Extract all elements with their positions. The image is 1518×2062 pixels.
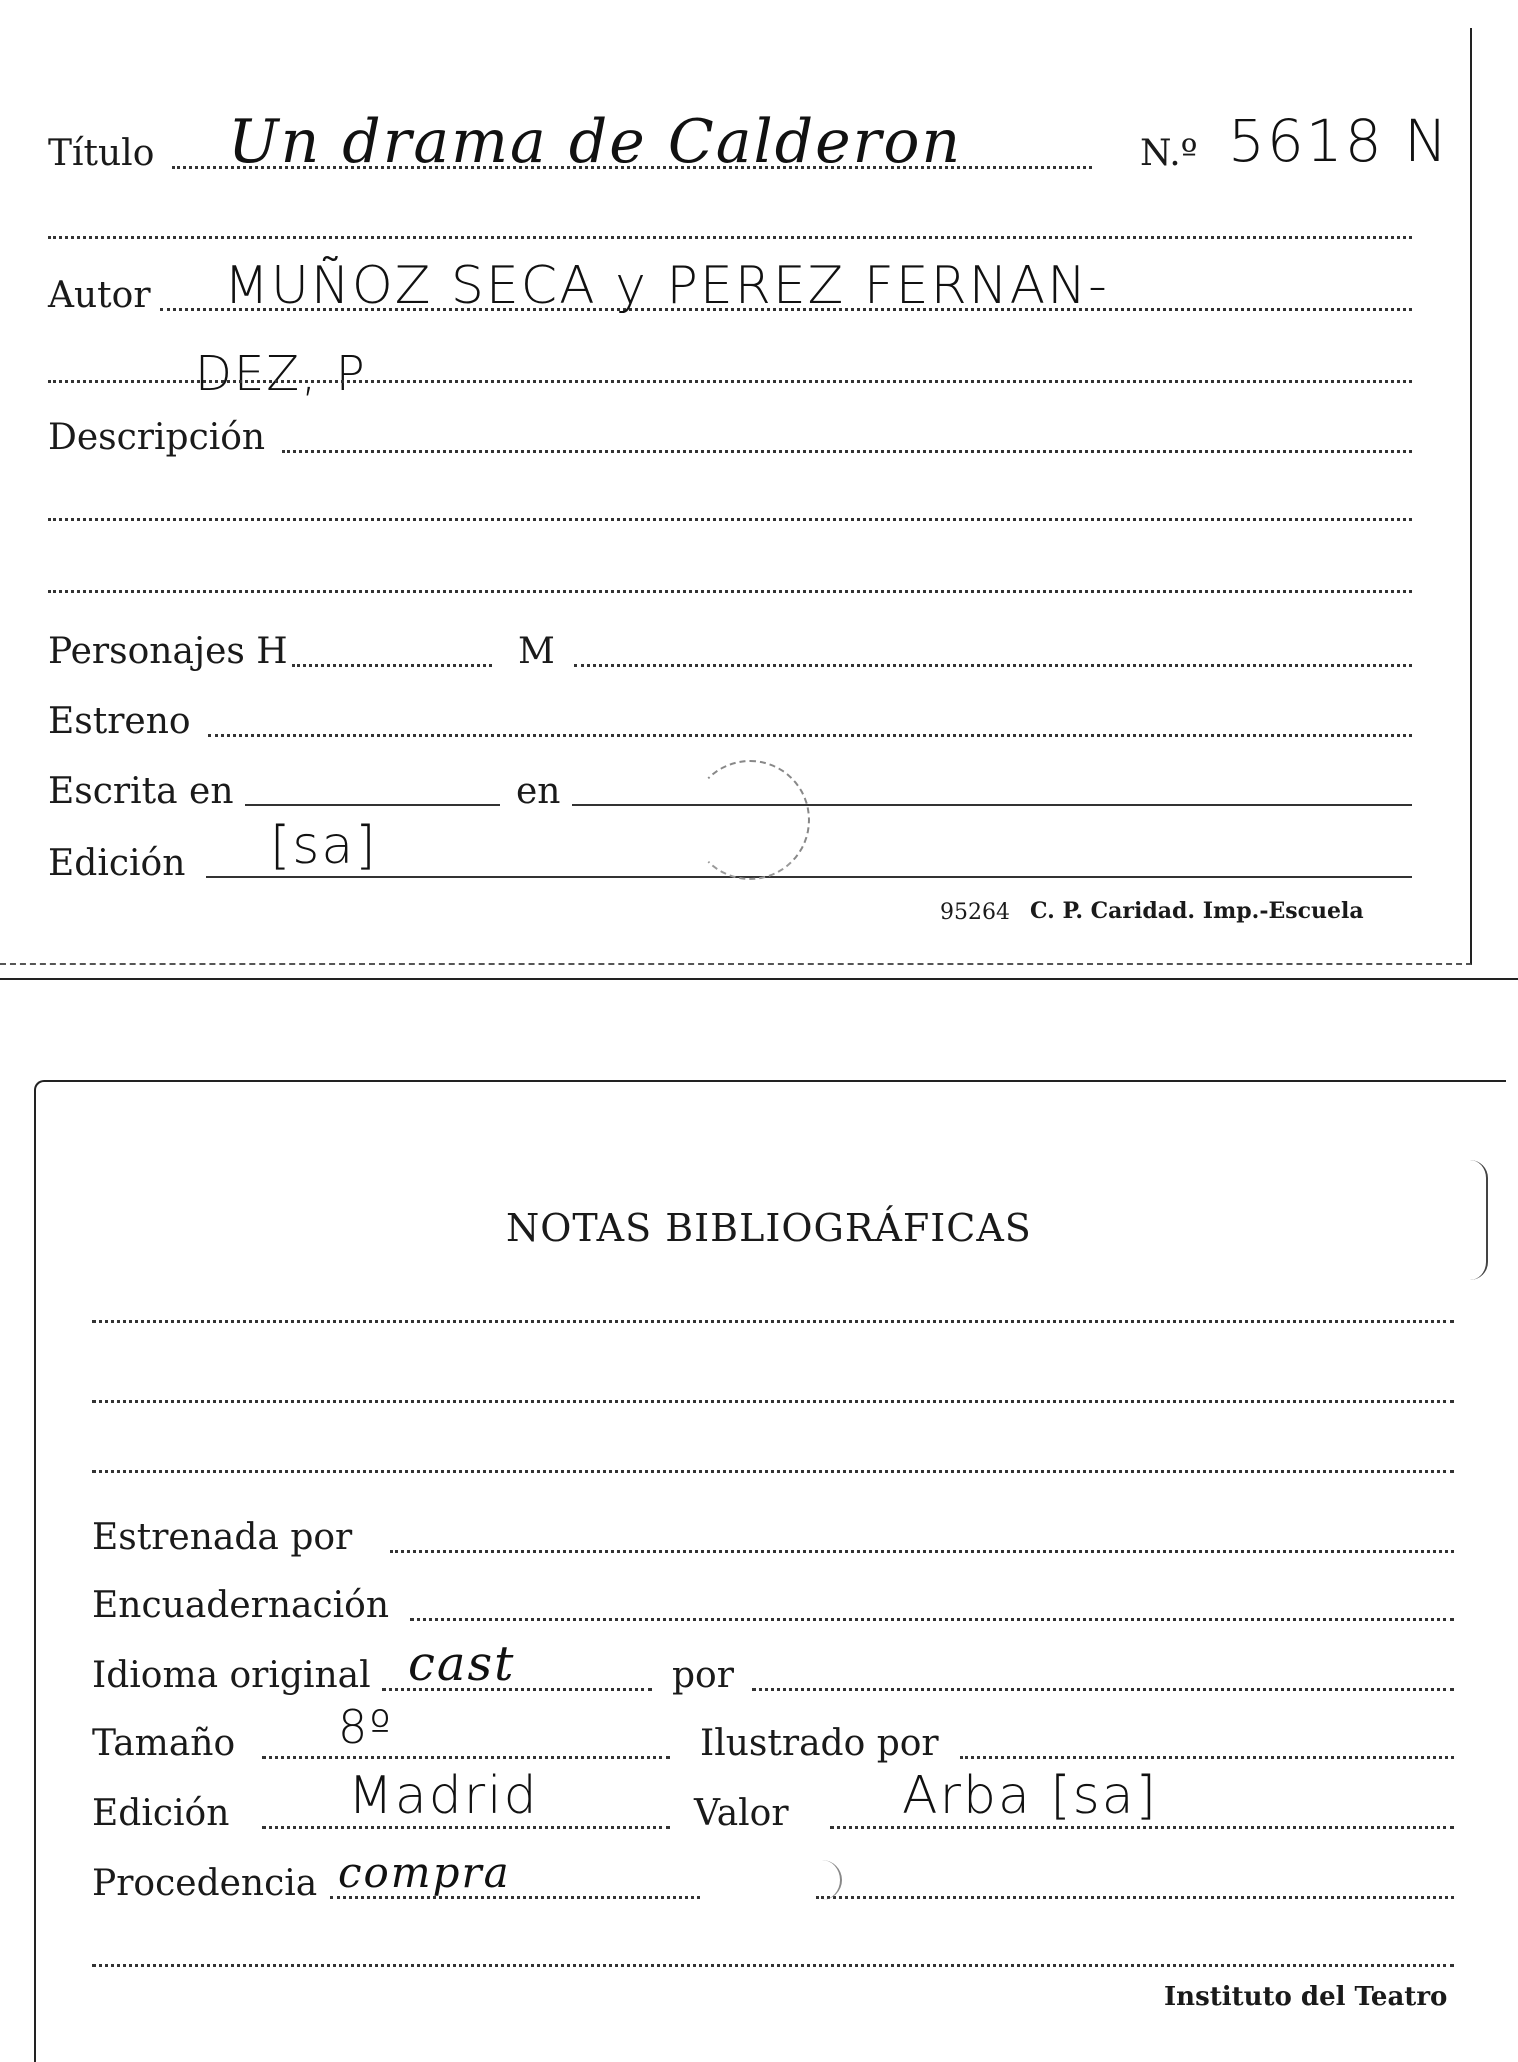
personajes-label: Personajes H	[48, 631, 288, 672]
valor-label: Valor	[694, 1793, 789, 1834]
numero-handwritten: 5618 N	[1228, 107, 1450, 175]
idioma-label: Idioma original	[92, 1655, 371, 1696]
escrita-label: Escrita en	[48, 771, 234, 812]
final-line	[92, 1964, 1454, 1967]
notas-line-2	[92, 1400, 1454, 1403]
descripcion-line	[282, 450, 1412, 453]
numero-label: N.º	[1140, 133, 1198, 174]
valor-handwritten: Arba [sa]	[902, 1766, 1158, 1826]
personajes-h-line	[292, 664, 492, 667]
valor-line	[830, 1826, 1454, 1829]
tamano-handwritten: 8º	[338, 1700, 393, 1754]
en-label: en	[516, 771, 561, 812]
estreno-line	[208, 734, 1412, 737]
notas-line-1	[92, 1320, 1454, 1323]
descripcion-line-2	[48, 518, 1412, 521]
card-separator	[0, 978, 1518, 980]
procedencia-line-2	[816, 1896, 1454, 1899]
autor-handwritten-line1: MUÑOZ SECA y PEREZ FERNAN-	[224, 256, 1109, 316]
printer-code: 95264	[940, 900, 1010, 925]
tamano-line	[262, 1756, 670, 1759]
titulo-continuation-line	[48, 236, 1412, 239]
m-label: M	[518, 631, 555, 672]
por-label: por	[672, 1655, 734, 1696]
encuadernacion-label: Encuadernación	[92, 1585, 390, 1626]
autor-label: Autor	[48, 275, 151, 316]
por-line	[752, 1688, 1454, 1691]
idioma-handwritten: cast	[408, 1636, 516, 1692]
notas-heading: NOTAS BIBLIOGRÁFICAS	[506, 1206, 1032, 1250]
edicion-handwritten: [sa]	[270, 816, 378, 876]
procedencia-handwritten: compra	[338, 1848, 511, 1897]
personajes-m-line	[574, 664, 1412, 667]
estreno-label: Estreno	[48, 701, 191, 742]
titulo-label: Título	[48, 133, 155, 174]
ilustrado-line	[960, 1756, 1454, 1759]
estrenada-line	[390, 1550, 1454, 1553]
tamano-label: Tamaño	[92, 1723, 236, 1764]
estrenada-label: Estrenada por	[92, 1517, 353, 1558]
procedencia-label: Procedencia	[92, 1863, 318, 1904]
edicion-label: Edición	[48, 843, 186, 884]
encuadernacion-line	[410, 1618, 1454, 1621]
autor-continuation-line	[48, 380, 1412, 383]
notas-line-3	[92, 1470, 1454, 1473]
edicion-back-line	[262, 1826, 670, 1829]
punch-hole-mark-back	[780, 1860, 842, 1900]
punch-hole-mark	[690, 760, 810, 880]
autor-handwritten-line2: DEZ, P	[195, 346, 367, 402]
edicion-back-handwritten: Madrid	[348, 1766, 539, 1826]
edicion-back-label: Edición	[92, 1793, 230, 1834]
escrita-line	[245, 804, 500, 806]
ilustrado-label: Ilustrado por	[700, 1723, 939, 1764]
printer-text: C. P. Caridad. Imp.-Escuela	[1030, 898, 1364, 924]
titulo-handwritten: Un drama de Calderon	[228, 107, 963, 177]
descripcion-line-3	[48, 590, 1412, 593]
descripcion-label: Descripción	[48, 417, 266, 458]
footer-institution: Instituto del Teatro	[1164, 1982, 1448, 2012]
edicion-line	[206, 876, 1412, 878]
edge-mark	[1470, 1160, 1488, 1280]
